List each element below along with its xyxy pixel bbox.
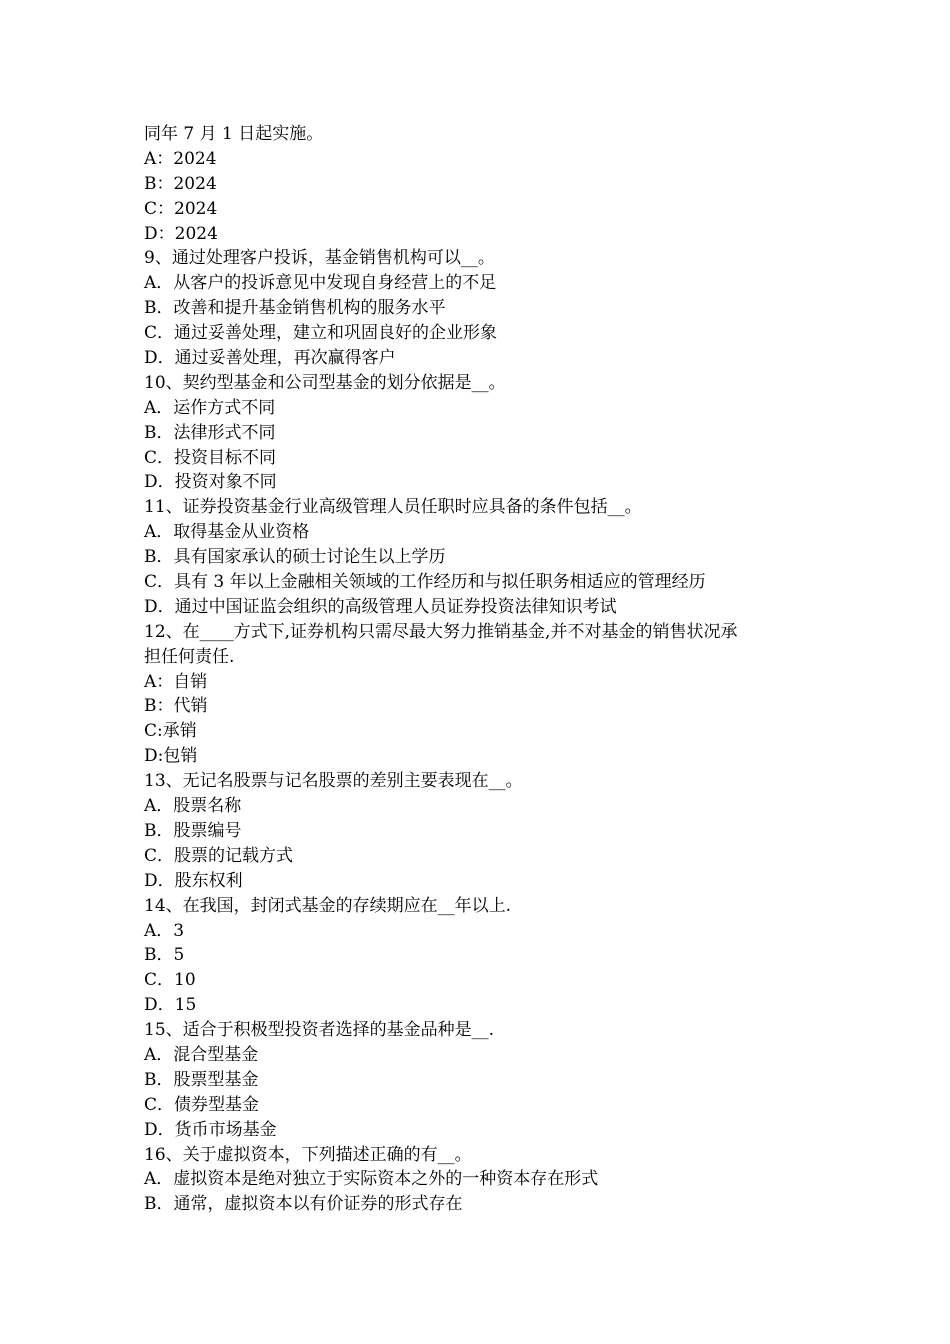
option-line: C．股票的记载方式 xyxy=(144,845,294,866)
option-line: A：自销 xyxy=(144,671,208,692)
option-line: B．5 xyxy=(144,945,185,966)
option-line: C．债券型基金 xyxy=(144,1094,260,1115)
option-line: C．具有 3 年以上金融相关领域的工作经历和与拟任职务相适应的管理经历 xyxy=(144,572,706,593)
question-13: 13、无记名股票与记名股票的差别主要表现在__。 xyxy=(144,771,523,792)
option-line: A．混合型基金 xyxy=(144,1044,259,1065)
option-line: A．股票名称 xyxy=(144,796,242,817)
option-line: D．股东权利 xyxy=(144,870,243,891)
question-15: 15、适合于积极型投资者选择的基金品种是__. xyxy=(144,1020,495,1041)
question-12: 12、在____方式下,证券机构只需尽最大努力推销基金,并不对基金的销售状况承 xyxy=(144,621,738,642)
option-line: B．具有国家承认的硕士讨论生以上学历 xyxy=(144,547,446,568)
option-line: B．股票型基金 xyxy=(144,1069,259,1090)
option-line: B．通常，虚拟资本以有价证券的形式存在 xyxy=(144,1194,463,1215)
option-line: B．股票编号 xyxy=(144,820,242,841)
option-line: A．虚拟资本是绝对独立于实际资本之外的一种资本存在形式 xyxy=(144,1169,599,1190)
text-line: 同年 7 月 1 日起实施。 xyxy=(144,124,324,144)
option-line: A．从客户的投诉意见中发现自身经营上的不足 xyxy=(144,273,497,294)
option-line: A．3 xyxy=(144,920,185,941)
option-line: C．10 xyxy=(144,970,196,991)
question-16: 16、关于虚拟资本，下列描述正确的有__。 xyxy=(144,1144,472,1165)
question-12-continued: 担任何责任. xyxy=(144,646,235,667)
question-9: 9、通过处理客户投诉，基金销售机构可以__。 xyxy=(144,248,495,269)
option-line: B．改善和提升基金销售机构的服务水平 xyxy=(144,298,446,319)
option-line: D．通过中国证监会组织的高级管理人员证券投资法律知识考试 xyxy=(144,596,617,617)
document-body xyxy=(144,122,824,1217)
option-line: A．取得基金从业资格 xyxy=(144,522,310,543)
option-line: B：代销 xyxy=(144,696,208,717)
option-line: B：2024 xyxy=(144,173,217,194)
question-10: 10、契约型基金和公司型基金的划分依据是__。 xyxy=(144,372,506,393)
option-line: C．通过妥善处理，建立和巩固良好的企业形象 xyxy=(144,323,498,344)
option-line: D：2024 xyxy=(144,223,218,244)
option-line: D．投资对象不同 xyxy=(144,472,277,493)
option-line: C:承销 xyxy=(144,721,197,742)
option-line: A：2024 xyxy=(144,148,217,169)
option-line: D．通过妥善处理，再次赢得客户 xyxy=(144,348,396,369)
option-line: B．法律形式不同 xyxy=(144,422,276,443)
option-line: D．货币市场基金 xyxy=(144,1119,277,1140)
option-line: D．15 xyxy=(144,995,197,1016)
option-line: A．运作方式不同 xyxy=(144,397,276,418)
option-line: C．投资目标不同 xyxy=(144,447,277,468)
question-11: 11、证券投资基金行业高级管理人员任职时应具备的条件包括__。 xyxy=(144,497,642,518)
question-14: 14、在我国，封闭式基金的存续期应在__年以上. xyxy=(144,895,512,916)
option-line: C：2024 xyxy=(144,198,218,219)
option-line: D:包销 xyxy=(144,746,198,767)
